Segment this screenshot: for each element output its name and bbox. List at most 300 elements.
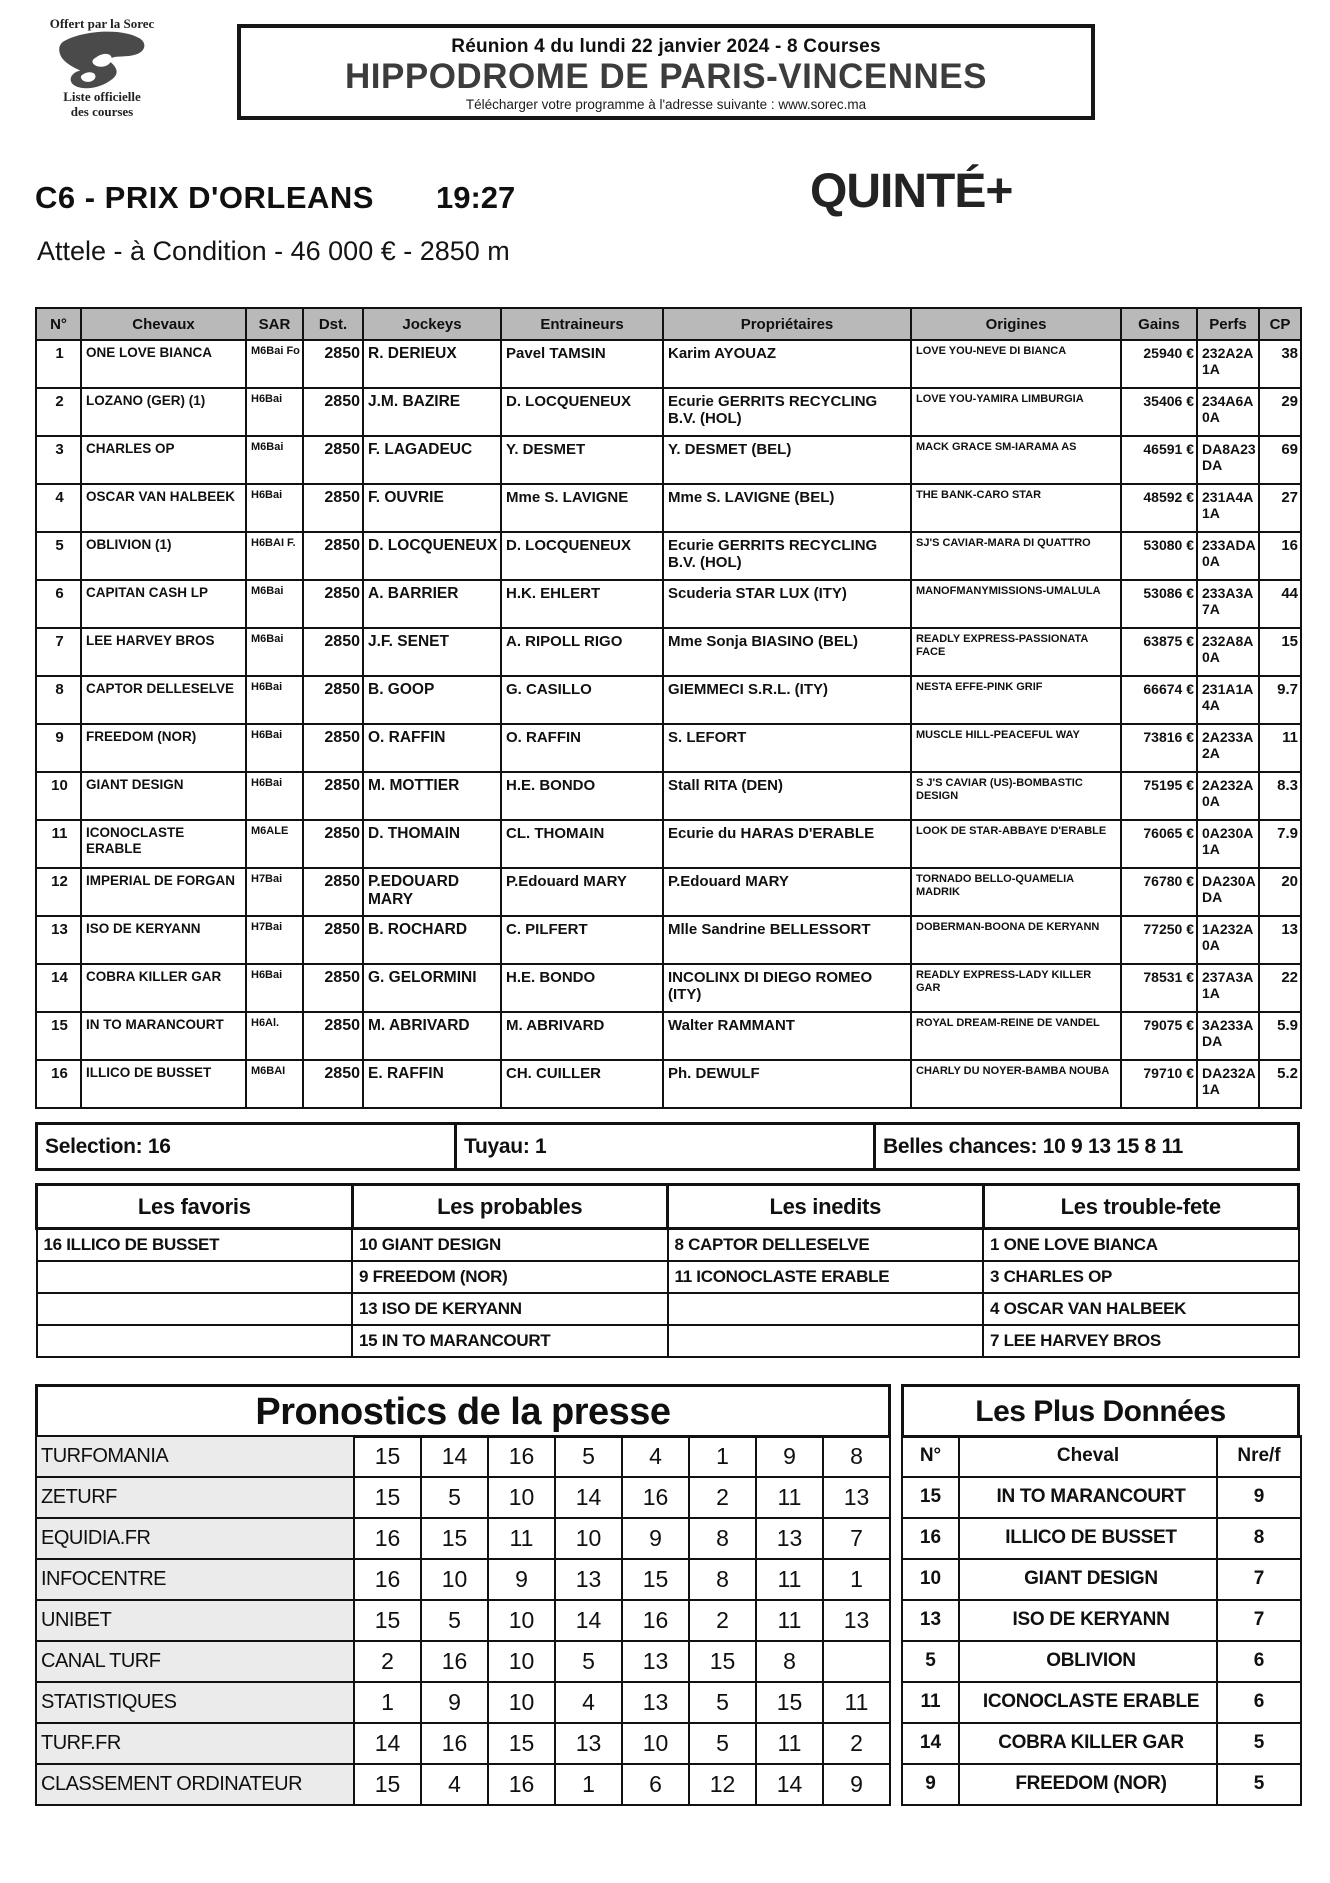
press-pick-cell-6: 5	[689, 1723, 756, 1764]
horse-perfs-cell: 0A230A 1A	[1197, 820, 1259, 868]
horse-sar-cell: H7Bai	[246, 916, 303, 964]
horse-number-cell: 4	[36, 484, 81, 532]
col-header-proprietaires: Propriétaires	[663, 308, 911, 340]
horse-trainer-cell: D. LOCQUENEUX	[501, 532, 663, 580]
horse-number-cell: 10	[36, 772, 81, 820]
horse-perfs-cell: 233A3A 7A	[1197, 580, 1259, 628]
press-pick-cell-5: 13	[622, 1682, 689, 1723]
horse-name-cell: OBLIVION (1)	[81, 532, 246, 580]
picks-favoris-cell	[37, 1261, 353, 1293]
picks-inedits-cell: 8 CAPTOR DELLESELVE	[668, 1229, 984, 1261]
picks-header-row	[37, 1185, 1299, 1229]
picks-row	[37, 1229, 1299, 1261]
press-pick-cell-4: 14	[555, 1600, 622, 1641]
horse-jockey-cell: R. DERIEUX	[363, 340, 501, 388]
plus-count-cell: 5	[1217, 1723, 1301, 1764]
press-pick-cell-4: 5	[555, 1436, 622, 1477]
race-title-line	[35, 165, 1330, 226]
picks-inedits-cell	[668, 1293, 984, 1325]
horse-gains-cell: 75195 €	[1121, 772, 1197, 820]
press-pick-cell-7: 13	[756, 1518, 823, 1559]
horse-sar-cell: M6Bai	[246, 436, 303, 484]
press-pick-cell-8: 13	[823, 1600, 890, 1641]
press-pick-cell-7: 11	[756, 1600, 823, 1641]
press-pick-cell-6: 5	[689, 1682, 756, 1723]
press-pick-cell-8: 1	[823, 1559, 890, 1600]
horse-perfs-cell: 2A232A 0A	[1197, 772, 1259, 820]
horse-number-cell: 1	[36, 340, 81, 388]
horse-jockey-cell: B. ROCHARD	[363, 916, 501, 964]
horse-origins-cell: ROYAL DREAM-REINE DE VANDEL	[911, 1012, 1121, 1060]
horse-owner-cell: Mlle Sandrine BELLESSORT	[663, 916, 911, 964]
horse-number-cell: 15	[36, 1012, 81, 1060]
press-pick-cell-2: 16	[421, 1641, 488, 1682]
horse-name-cell: IN TO MARANCOURT	[81, 1012, 246, 1060]
press-pick-cell-1: 16	[354, 1559, 421, 1600]
press-pick-cell-3: 11	[488, 1518, 555, 1559]
horse-cp-cell: 5.2	[1259, 1060, 1301, 1108]
horse-origins-cell: DOBERMAN-BOONA DE KERYANN	[911, 916, 1121, 964]
race-conditions: Attele - à Condition - 46 000 € - 2850 m	[37, 236, 510, 266]
horses-header-row	[36, 308, 1301, 340]
press-pick-cell-1: 1	[354, 1682, 421, 1723]
horse-trainer-cell: H.K. EHLERT	[501, 580, 663, 628]
horse-owner-cell: S. LEFORT	[663, 724, 911, 772]
program-header-box	[237, 24, 1095, 120]
plus-number-cell: 16	[902, 1518, 959, 1559]
press-pick-cell-1: 14	[354, 1723, 421, 1764]
horse-perfs-cell: 3A233A DA	[1197, 1012, 1259, 1060]
press-pick-cell-2: 10	[421, 1559, 488, 1600]
press-pick-cell-5: 4	[622, 1436, 689, 1477]
press-pick-cell-7: 8	[756, 1641, 823, 1682]
press-title: Pronostics de la presse	[35, 1384, 891, 1438]
horse-gains-cell: 73816 €	[1121, 724, 1197, 772]
horse-distance-cell: 2850	[303, 820, 363, 868]
horse-jockey-cell: D. LOCQUENEUX	[363, 532, 501, 580]
plus-donnees-title: Les Plus Données	[901, 1384, 1300, 1438]
horse-jockey-cell: F. LAGADEUC	[363, 436, 501, 484]
horse-perfs-cell: 234A6A 0A	[1197, 388, 1259, 436]
press-pick-cell-4: 4	[555, 1682, 622, 1723]
horse-sar-cell: M6Bai Fo	[246, 340, 303, 388]
horse-name-cell: ISO DE KERYANN	[81, 916, 246, 964]
press-row	[36, 1559, 890, 1600]
picks-row	[37, 1293, 1299, 1325]
picks-inedits-cell	[668, 1325, 984, 1357]
horse-cp-cell: 9.7	[1259, 676, 1301, 724]
horse-name-cell: CHARLES OP	[81, 436, 246, 484]
plus-donnees-row	[902, 1723, 1301, 1764]
horse-trainer-cell: D. LOCQUENEUX	[501, 388, 663, 436]
col-header-origines: Origines	[911, 308, 1121, 340]
horse-owner-cell: Walter RAMMANT	[663, 1012, 911, 1060]
horse-distance-cell: 2850	[303, 916, 363, 964]
press-pick-cell-5: 9	[622, 1518, 689, 1559]
horse-number-cell: 2	[36, 388, 81, 436]
picks-favoris-cell: 16 ILLICO DE BUSSET	[37, 1229, 353, 1261]
press-source-cell: CANAL TURF	[36, 1641, 354, 1682]
picks-favoris-cell	[37, 1293, 353, 1325]
horse-name-cell: ILLICO DE BUSSET	[81, 1060, 246, 1108]
plus-count-cell: 7	[1217, 1600, 1301, 1641]
press-pick-cell-8: 2	[823, 1723, 890, 1764]
plus-donnees-row	[902, 1518, 1301, 1559]
horse-perfs-cell: 231A1A 4A	[1197, 676, 1259, 724]
horse-row	[36, 484, 1301, 532]
press-pick-cell-7: 15	[756, 1682, 823, 1723]
horse-trainer-cell: G. CASILLO	[501, 676, 663, 724]
horse-perfs-cell: DA230A DA	[1197, 868, 1259, 916]
press-row	[36, 1641, 890, 1682]
press-pick-cell-7: 11	[756, 1559, 823, 1600]
press-row	[36, 1600, 890, 1641]
press-row	[36, 1723, 890, 1764]
press-pick-cell-8: 8	[823, 1436, 890, 1477]
picks-trouble-fete-cell: 3 CHARLES OP	[983, 1261, 1299, 1293]
horse-sar-cell: H6Bai	[246, 388, 303, 436]
press-pick-cell-2: 5	[421, 1600, 488, 1641]
horse-jockey-cell: F. OUVRIE	[363, 484, 501, 532]
horse-number-cell: 3	[36, 436, 81, 484]
picks-favoris-cell	[37, 1325, 353, 1357]
plus-count-cell: 7	[1217, 1559, 1301, 1600]
horse-cp-cell: 15	[1259, 628, 1301, 676]
press-row	[36, 1682, 890, 1723]
horse-trainer-cell: CH. CUILLER	[501, 1060, 663, 1108]
belles-chances-cell: Belles chances: 10 9 13 15 8 11	[874, 1124, 1298, 1170]
horse-sar-cell: H6Bai	[246, 964, 303, 1012]
horse-perfs-cell: 2A233A 2A	[1197, 724, 1259, 772]
horse-sar-cell: M6Bai	[246, 628, 303, 676]
horse-distance-cell: 2850	[303, 1060, 363, 1108]
plus-donnees-row	[902, 1641, 1301, 1682]
press-pick-cell-7: 14	[756, 1764, 823, 1805]
horse-row	[36, 820, 1301, 868]
press-pick-cell-2: 4	[421, 1764, 488, 1805]
horse-name-cell: CAPTOR DELLESELVE	[81, 676, 246, 724]
horse-cp-cell: 8.3	[1259, 772, 1301, 820]
horse-row	[36, 772, 1301, 820]
picks-table	[35, 1183, 1300, 1358]
picks-probables-cell: 10 GIANT DESIGN	[352, 1229, 668, 1261]
horse-cp-cell: 69	[1259, 436, 1301, 484]
horse-sar-cell: H7Bai	[246, 868, 303, 916]
press-pick-cell-8: 9	[823, 1764, 890, 1805]
plus-count-cell: 9	[1217, 1477, 1301, 1518]
press-pick-cell-6: 1	[689, 1436, 756, 1477]
horse-trainer-cell: H.E. BONDO	[501, 772, 663, 820]
horse-gains-cell: 79710 €	[1121, 1060, 1197, 1108]
horse-distance-cell: 2850	[303, 724, 363, 772]
plus-donnees-table	[901, 1435, 1302, 1806]
sorec-logo-block	[38, 16, 166, 119]
plus-number-cell: 5	[902, 1641, 959, 1682]
press-pick-cell-4: 5	[555, 1641, 622, 1682]
col-header-cp: CP	[1259, 308, 1301, 340]
horse-sar-cell: H6Bai	[246, 484, 303, 532]
horse-row	[36, 916, 1301, 964]
offered-by-text: Offert par la Sorec	[49, 16, 155, 31]
press-pick-cell-4: 13	[555, 1559, 622, 1600]
horse-jockey-cell: J.M. BAZIRE	[363, 388, 501, 436]
picks-trouble-fete-cell: 4 OSCAR VAN HALBEEK	[983, 1293, 1299, 1325]
press-pick-cell-3: 10	[488, 1600, 555, 1641]
press-table	[35, 1435, 891, 1806]
horse-name-cell: COBRA KILLER GAR	[81, 964, 246, 1012]
plus-number-cell: 15	[902, 1477, 959, 1518]
horse-jockey-cell: G. GELORMINI	[363, 964, 501, 1012]
horse-gains-cell: 48592 €	[1121, 484, 1197, 532]
horse-origins-cell: MANOFMANYMISSIONS-UMALULA	[911, 580, 1121, 628]
press-pick-cell-1: 15	[354, 1764, 421, 1805]
horse-origins-cell: MUSCLE HILL-PEACEFUL WAY	[911, 724, 1121, 772]
horse-distance-cell: 2850	[303, 340, 363, 388]
plus-horse-name-cell: FREEDOM (NOR)	[959, 1764, 1217, 1805]
horse-owner-cell: Y. DESMET (BEL)	[663, 436, 911, 484]
horse-gains-cell: 63875 €	[1121, 628, 1197, 676]
horse-sar-cell: H6Al.	[246, 1012, 303, 1060]
horse-cp-cell: 22	[1259, 964, 1301, 1012]
horse-perfs-cell: 231A4A 1A	[1197, 484, 1259, 532]
press-source-cell: TURF.FR	[36, 1723, 354, 1764]
plus-number-cell: 10	[902, 1559, 959, 1600]
horse-gains-cell: 35406 €	[1121, 388, 1197, 436]
horse-origins-cell: LOVE YOU-YAMIRA LIMBURGIA	[911, 388, 1121, 436]
horse-gains-cell: 53086 €	[1121, 580, 1197, 628]
press-pick-cell-6: 12	[689, 1764, 756, 1805]
horse-trainer-cell: CL. THOMAIN	[501, 820, 663, 868]
horse-origins-cell: TORNADO BELLO-QUAMELIA MADRIK	[911, 868, 1121, 916]
press-row	[36, 1764, 890, 1805]
horse-row	[36, 868, 1301, 916]
horse-owner-cell: Scuderia STAR LUX (ITY)	[663, 580, 911, 628]
horse-trainer-cell: O. RAFFIN	[501, 724, 663, 772]
horse-sar-cell: M6ALE	[246, 820, 303, 868]
horse-jockey-cell: M. MOTTIER	[363, 772, 501, 820]
horse-origins-cell: READLY EXPRESS-LADY KILLER GAR	[911, 964, 1121, 1012]
plus-donnees-row	[902, 1559, 1301, 1600]
horse-name-cell: LEE HARVEY BROS	[81, 628, 246, 676]
tuyau-cell: Tuyau: 1	[456, 1124, 875, 1170]
horse-gains-cell: 79075 €	[1121, 1012, 1197, 1060]
horse-name-cell: ONE LOVE BIANCA	[81, 340, 246, 388]
horse-cp-cell: 44	[1259, 580, 1301, 628]
horse-trainer-cell: H.E. BONDO	[501, 964, 663, 1012]
horse-gains-cell: 46591 €	[1121, 436, 1197, 484]
horse-owner-cell: P.Edouard MARY	[663, 868, 911, 916]
plus-donnees-header-row	[902, 1436, 1301, 1477]
picks-row	[37, 1261, 1299, 1293]
selection-bar-row	[37, 1124, 1299, 1170]
horse-row	[36, 964, 1301, 1012]
horse-number-cell: 14	[36, 964, 81, 1012]
horse-jockey-cell: P.EDOUARD MARY	[363, 868, 501, 916]
horse-gains-cell: 53080 €	[1121, 532, 1197, 580]
horse-trainer-cell: Mme S. LAVIGNE	[501, 484, 663, 532]
official-list-text-line2: des courses	[70, 104, 134, 119]
col-header-jockeys: Jockeys	[363, 308, 501, 340]
horse-name-cell: FREEDOM (NOR)	[81, 724, 246, 772]
press-pick-cell-1: 15	[354, 1600, 421, 1641]
quinte-badge: QUINTÉ+	[810, 165, 1013, 218]
plus-count-cell: 6	[1217, 1682, 1301, 1723]
horse-perfs-cell: DA232A 1A	[1197, 1060, 1259, 1108]
press-pick-cell-5: 16	[622, 1600, 689, 1641]
horse-perfs-cell: DA8A23 DA	[1197, 436, 1259, 484]
horse-sar-cell: H6Bai	[246, 772, 303, 820]
horse-number-cell: 13	[36, 916, 81, 964]
horse-owner-cell: Ecurie GERRITS RECYCLING B.V. (HOL)	[663, 388, 911, 436]
plus-horse-name-cell: GIANT DESIGN	[959, 1559, 1217, 1600]
press-pick-cell-1: 15	[354, 1477, 421, 1518]
horse-row	[36, 580, 1301, 628]
press-pick-cell-8: 13	[823, 1477, 890, 1518]
horse-distance-cell: 2850	[303, 868, 363, 916]
plus-header-cheval: Cheval	[959, 1436, 1217, 1477]
press-pick-cell-2: 15	[421, 1518, 488, 1559]
horse-cp-cell: 11	[1259, 724, 1301, 772]
picks-header-favoris: Les favoris	[37, 1185, 353, 1229]
plus-donnees-row	[902, 1600, 1301, 1641]
press-pick-cell-4: 14	[555, 1477, 622, 1518]
horse-gains-cell: 76065 €	[1121, 820, 1197, 868]
horse-owner-cell: Ph. DEWULF	[663, 1060, 911, 1108]
press-pick-cell-4: 13	[555, 1723, 622, 1764]
col-header-entraineurs: Entraineurs	[501, 308, 663, 340]
press-pick-cell-6: 8	[689, 1559, 756, 1600]
horse-origins-cell: SJ'S CAVIAR-MARA DI QUATTRO	[911, 532, 1121, 580]
horse-sar-cell: M6Bai	[246, 580, 303, 628]
press-source-cell: ZETURF	[36, 1477, 354, 1518]
horse-origins-cell: THE BANK-CARO STAR	[911, 484, 1121, 532]
horse-distance-cell: 2850	[303, 772, 363, 820]
horse-owner-cell: Mme Sonja BIASINO (BEL)	[663, 628, 911, 676]
press-pick-cell-6: 2	[689, 1477, 756, 1518]
press-pick-cell-8: 7	[823, 1518, 890, 1559]
plus-number-cell: 11	[902, 1682, 959, 1723]
press-pick-cell-1: 16	[354, 1518, 421, 1559]
press-pick-cell-6: 15	[689, 1641, 756, 1682]
horse-row	[36, 676, 1301, 724]
plus-number-cell: 13	[902, 1600, 959, 1641]
horse-cp-cell: 7.9	[1259, 820, 1301, 868]
horses-table	[35, 307, 1302, 1109]
horse-origins-cell: MACK GRACE SM-IARAMA AS	[911, 436, 1121, 484]
horse-perfs-cell: 1A232A 0A	[1197, 916, 1259, 964]
horse-jockey-cell: O. RAFFIN	[363, 724, 501, 772]
col-header-perfs: Perfs	[1197, 308, 1259, 340]
selection-cell: Selection: 16	[37, 1124, 456, 1170]
horse-jockey-cell: M. ABRIVARD	[363, 1012, 501, 1060]
plus-donnees-row	[902, 1682, 1301, 1723]
plus-count-cell: 5	[1217, 1764, 1301, 1805]
horse-origins-cell: READLY EXPRESS-PASSIONATA FACE	[911, 628, 1121, 676]
col-header-chevaux: Chevaux	[81, 308, 246, 340]
horse-number-cell: 6	[36, 580, 81, 628]
race-title: C6 - PRIX D'ORLEANS	[35, 180, 374, 215]
horse-number-cell: 8	[36, 676, 81, 724]
horse-owner-cell: GIEMMECI S.R.L. (ITY)	[663, 676, 911, 724]
press-pick-cell-8	[823, 1641, 890, 1682]
horse-name-cell: LOZANO (GER) (1)	[81, 388, 246, 436]
picks-probables-cell: 13 ISO DE KERYANN	[352, 1293, 668, 1325]
press-pick-cell-2: 16	[421, 1723, 488, 1764]
press-pick-cell-2: 9	[421, 1682, 488, 1723]
horse-number-cell: 7	[36, 628, 81, 676]
press-pick-cell-8: 11	[823, 1682, 890, 1723]
col-header-sar: SAR	[246, 308, 303, 340]
horse-sar-cell: H6Bai	[246, 724, 303, 772]
horse-perfs-cell: 232A2A 1A	[1197, 340, 1259, 388]
picks-probables-cell: 9 FREEDOM (NOR)	[352, 1261, 668, 1293]
horse-origins-cell: LOOK DE STAR-ABBAYE D'ERABLE	[911, 820, 1121, 868]
horse-trainer-cell: C. PILFERT	[501, 916, 663, 964]
horse-origins-cell: CHARLY DU NOYER-BAMBA NOUBA	[911, 1060, 1121, 1108]
horse-cp-cell: 16	[1259, 532, 1301, 580]
horse-perfs-cell: 237A3A 1A	[1197, 964, 1259, 1012]
horse-distance-cell: 2850	[303, 484, 363, 532]
horse-number-cell: 9	[36, 724, 81, 772]
press-pick-cell-5: 10	[622, 1723, 689, 1764]
sorec-horse-logo-icon	[54, 29, 150, 95]
press-source-cell: INFOCENTRE	[36, 1559, 354, 1600]
horse-name-cell: ICONOCLASTE ERABLE	[81, 820, 246, 868]
horse-gains-cell: 66674 €	[1121, 676, 1197, 724]
horse-row	[36, 724, 1301, 772]
horse-distance-cell: 2850	[303, 964, 363, 1012]
horse-jockey-cell: B. GOOP	[363, 676, 501, 724]
press-pick-cell-7: 9	[756, 1436, 823, 1477]
picks-row	[37, 1325, 1299, 1357]
horse-sar-cell: H6BAI F.	[246, 532, 303, 580]
horse-number-cell: 16	[36, 1060, 81, 1108]
press-section	[35, 1384, 891, 1806]
horse-owner-cell: Karim AYOUAZ	[663, 340, 911, 388]
official-list-text-line1: Liste officielle	[63, 89, 141, 104]
col-header-dst: Dst.	[303, 308, 363, 340]
plus-horse-name-cell: ICONOCLASTE ERABLE	[959, 1682, 1217, 1723]
press-source-cell: UNIBET	[36, 1600, 354, 1641]
press-pick-cell-3: 9	[488, 1559, 555, 1600]
press-source-cell: STATISTIQUES	[36, 1682, 354, 1723]
press-pick-cell-1: 15	[354, 1436, 421, 1477]
press-pick-cell-3: 15	[488, 1723, 555, 1764]
press-row	[36, 1518, 890, 1559]
plus-count-cell: 6	[1217, 1641, 1301, 1682]
horse-distance-cell: 2850	[303, 1012, 363, 1060]
press-pick-cell-7: 11	[756, 1723, 823, 1764]
press-pick-cell-5: 15	[622, 1559, 689, 1600]
horse-jockey-cell: J.F. SENET	[363, 628, 501, 676]
horse-cp-cell: 38	[1259, 340, 1301, 388]
horse-distance-cell: 2850	[303, 580, 363, 628]
plus-header-nref: Nre/f	[1217, 1436, 1301, 1477]
horse-gains-cell: 76780 €	[1121, 868, 1197, 916]
picks-header-trouble-fete: Les trouble-fete	[983, 1185, 1299, 1229]
horse-trainer-cell: M. ABRIVARD	[501, 1012, 663, 1060]
horse-owner-cell: Stall RITA (DEN)	[663, 772, 911, 820]
horse-number-cell: 11	[36, 820, 81, 868]
horse-distance-cell: 2850	[303, 628, 363, 676]
horse-owner-cell: Ecurie du HARAS D'ERABLE	[663, 820, 911, 868]
press-pick-cell-3: 16	[488, 1764, 555, 1805]
plus-horse-name-cell: COBRA KILLER GAR	[959, 1723, 1217, 1764]
horse-owner-cell: Ecurie GERRITS RECYCLING B.V. (HOL)	[663, 532, 911, 580]
press-source-cell: EQUIDIA.FR	[36, 1518, 354, 1559]
plus-horse-name-cell: ISO DE KERYANN	[959, 1600, 1217, 1641]
horse-perfs-cell: 233ADA 0A	[1197, 532, 1259, 580]
